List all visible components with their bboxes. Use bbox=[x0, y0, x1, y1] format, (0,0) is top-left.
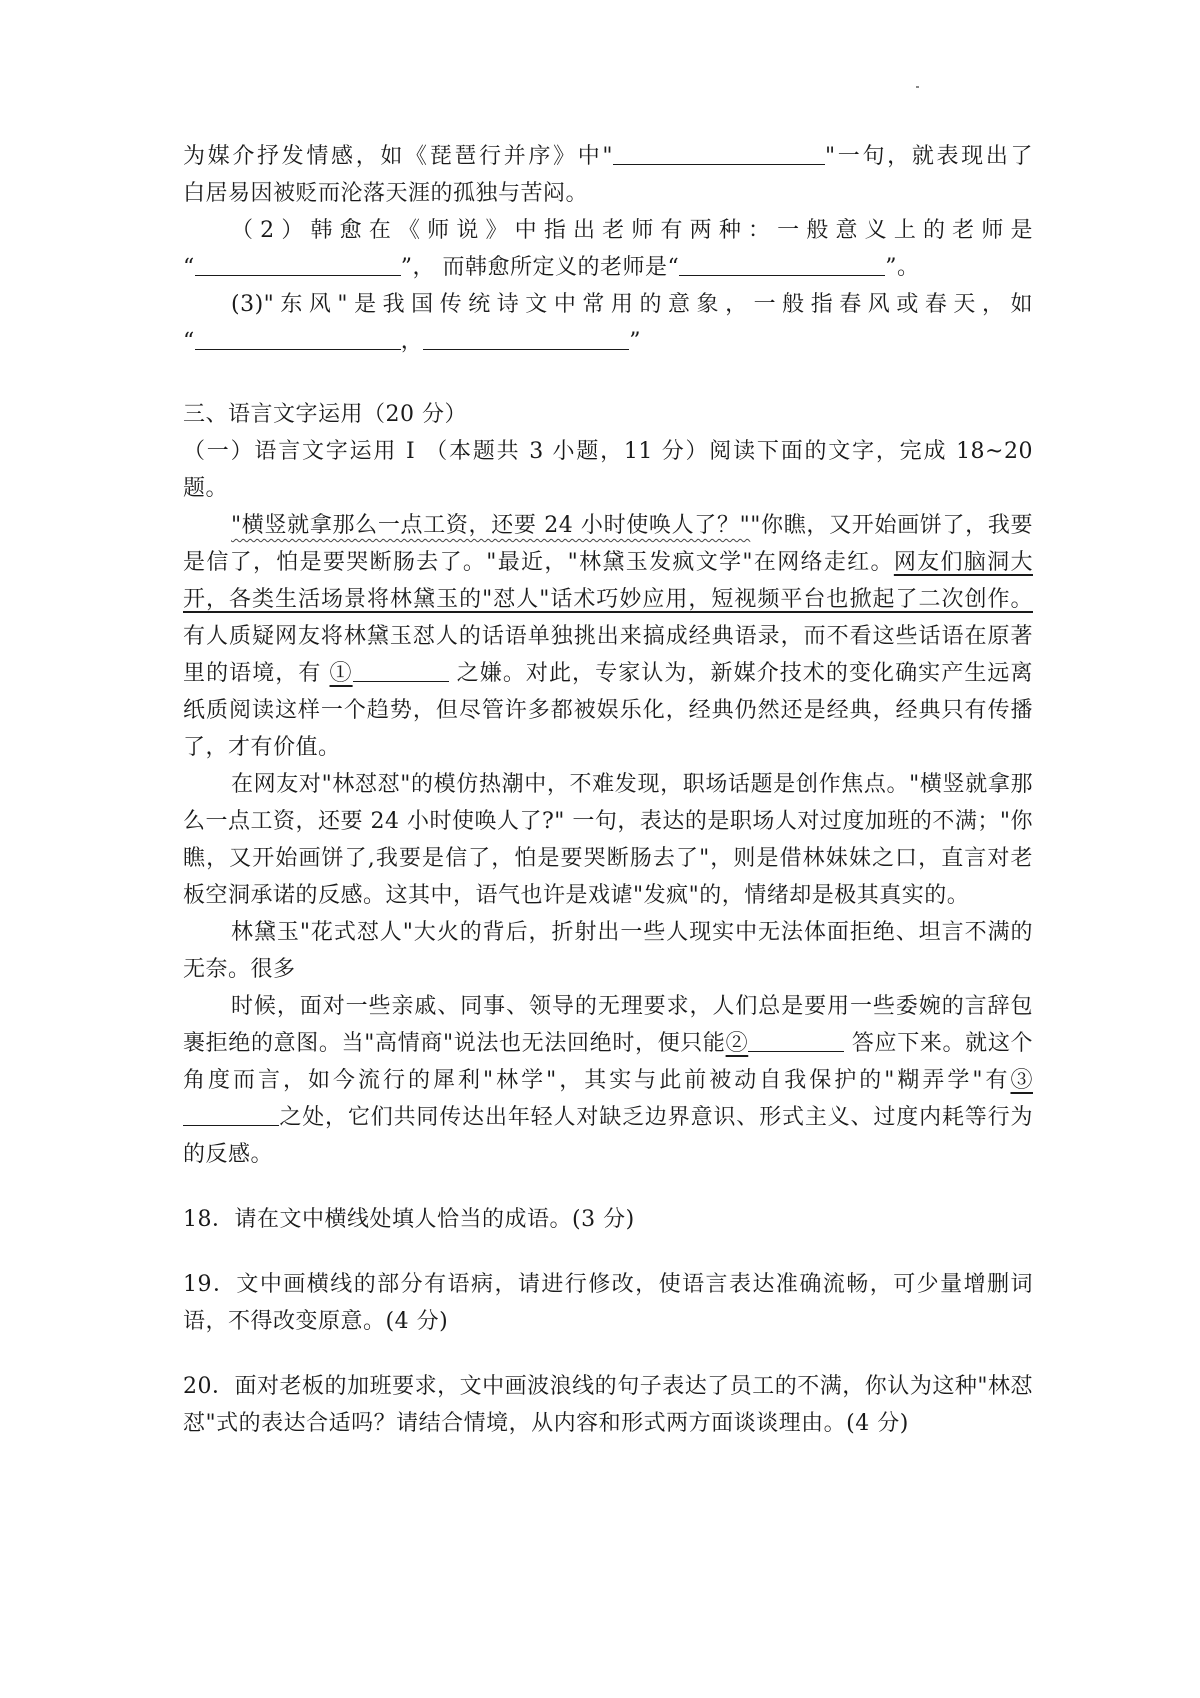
section3-subheading-cont: 题。 bbox=[183, 476, 229, 501]
answer-blank-dongfeng-2[interactable] bbox=[423, 325, 629, 350]
question-18: 18．请在文中横线处填人恰当的成语。(3 分) bbox=[183, 1207, 635, 1232]
blank-label-1: ① bbox=[329, 661, 353, 686]
question-3-line2 bbox=[183, 323, 1033, 360]
text: 答应下来。就这个角度而言，如今流行的犀利"林学"，其实与此前被动自我保护的"糊弄学"有 bbox=[183, 1031, 1033, 1093]
passage-paragraph-2: 在网友对"林怼怼"的模仿热潮中，不难发现，职场话题是创作焦点。"横竖就拿那么一点工资，还要 24 小时使唤人了?" 一句，表达的是职场人对过度加班的不满；"你瞧，又开始画饼了,我要是信了，怕是要哭断肠去了"，则是借林妹妹之口，直言对老板空洞承诺的反感。这其中，语气也许是戏谑"发疯"的，情绪却是极其真实的。 bbox=[183, 772, 1034, 908]
wavy-underlined-sentence: "横竖就拿那么一点工资，还要 24 小时使唤人了？" bbox=[231, 513, 751, 538]
section2-line2: 白居易因被贬而沦落天涯的孤独与苦闷。 bbox=[183, 181, 589, 206]
question-20: 20．面对老板的加班要求，文中画波浪线的句子表达了员工的不满，你认为这种"林怼怼"式的表达合适吗？请结合情境，从内容和形式两方面谈谈理由。(4 分) bbox=[183, 1374, 1033, 1436]
blank-label-2: ② bbox=[725, 1031, 749, 1056]
text: 为媒介抒发情感，如《琵琶行并序》中" bbox=[183, 144, 614, 169]
question-2-line1: （2）韩愈在《师说》中指出老师有两种：一般意义上的老师是 bbox=[231, 218, 1033, 243]
text: 时候，面对一些亲戚、同事、领导的无理要求，人们总是要用一些委婉的言辞包裹拒绝的意图。当"高情商"说法也无法回绝时，便只能 bbox=[183, 994, 1033, 1056]
passage-paragraph-1 bbox=[183, 507, 1033, 766]
passage-paragraph-3: 林黛玉"花式怼人"大火的背后，折射出一些人现实中无法体面拒绝、坦言不满的无奈。很多 bbox=[183, 920, 1033, 982]
question-2-line2 bbox=[183, 249, 1033, 286]
answer-blank-dongfeng-1[interactable] bbox=[195, 325, 401, 350]
section2-line1 bbox=[183, 138, 1033, 175]
text: “ bbox=[183, 255, 195, 280]
text: "你瞧，又开始画饼了，我要是信了，怕是要哭断肠去了。"最近，"林黛玉发疯文学"在网络走红。 bbox=[183, 513, 1033, 575]
text: ， bbox=[400, 329, 424, 354]
text: 之嫌。对此，专家认为，新媒介技术的变化确实产生远离纸质阅读这样一个趋势，但尽管许多都被娱乐化，经典仍然还是经典，经典只有传播了，才有价值。 bbox=[183, 661, 1033, 760]
blank-label-3: ③ bbox=[1010, 1068, 1033, 1093]
passage-paragraph-4 bbox=[183, 988, 1033, 1173]
scan-speck bbox=[916, 86, 919, 88]
answer-blank-3[interactable] bbox=[183, 1101, 279, 1126]
text: "一句，就表现出了 bbox=[825, 144, 1033, 169]
exam-page bbox=[183, 138, 1033, 1442]
answer-blank-1[interactable] bbox=[353, 657, 449, 682]
answer-blank-teacher-general[interactable] bbox=[195, 251, 401, 276]
answer-blank-pipa[interactable] bbox=[613, 140, 825, 165]
answer-blank-2[interactable] bbox=[748, 1027, 844, 1052]
text: 之处，它们共同传达出年轻人对缺乏边界意识、形式主义、过度内耗等行为的反感。 bbox=[183, 1105, 1033, 1167]
text: ” bbox=[629, 329, 642, 354]
answer-blank-teacher-hanyu[interactable] bbox=[679, 251, 885, 276]
section3-subheading: （一）语言文字运用 Ⅰ （本题共 3 小题，11 分）阅读下面的文字，完成 18~20 bbox=[183, 439, 1033, 464]
question-3-line1: (3)"东风"是我国传统诗文中常用的意象，一般指春风或春天，如 bbox=[231, 292, 1033, 317]
question-19: 19．文中画横线的部分有语病，请进行修改，使语言表达准确流畅，可少量增删词语，不得改变原意。(4 分) bbox=[183, 1272, 1033, 1334]
text: 有人质疑网友将林黛玉怼人的话语单独挑出来搞成经典语录，而不看这些话语在原著里的语境，有 bbox=[183, 624, 1033, 686]
text: ”。 bbox=[885, 255, 920, 280]
section3-heading: 三、语言文字运用（20 分） bbox=[183, 402, 467, 427]
text: ”， 而韩愈所定义的老师是“ bbox=[400, 255, 680, 280]
underlined-sentence: 网友们脑洞大开，各类生活场景将林黛玉的"怼人"话术巧妙应用，短视频平台也掀起了二次创作。 bbox=[183, 550, 1033, 612]
text: “ bbox=[183, 329, 195, 354]
